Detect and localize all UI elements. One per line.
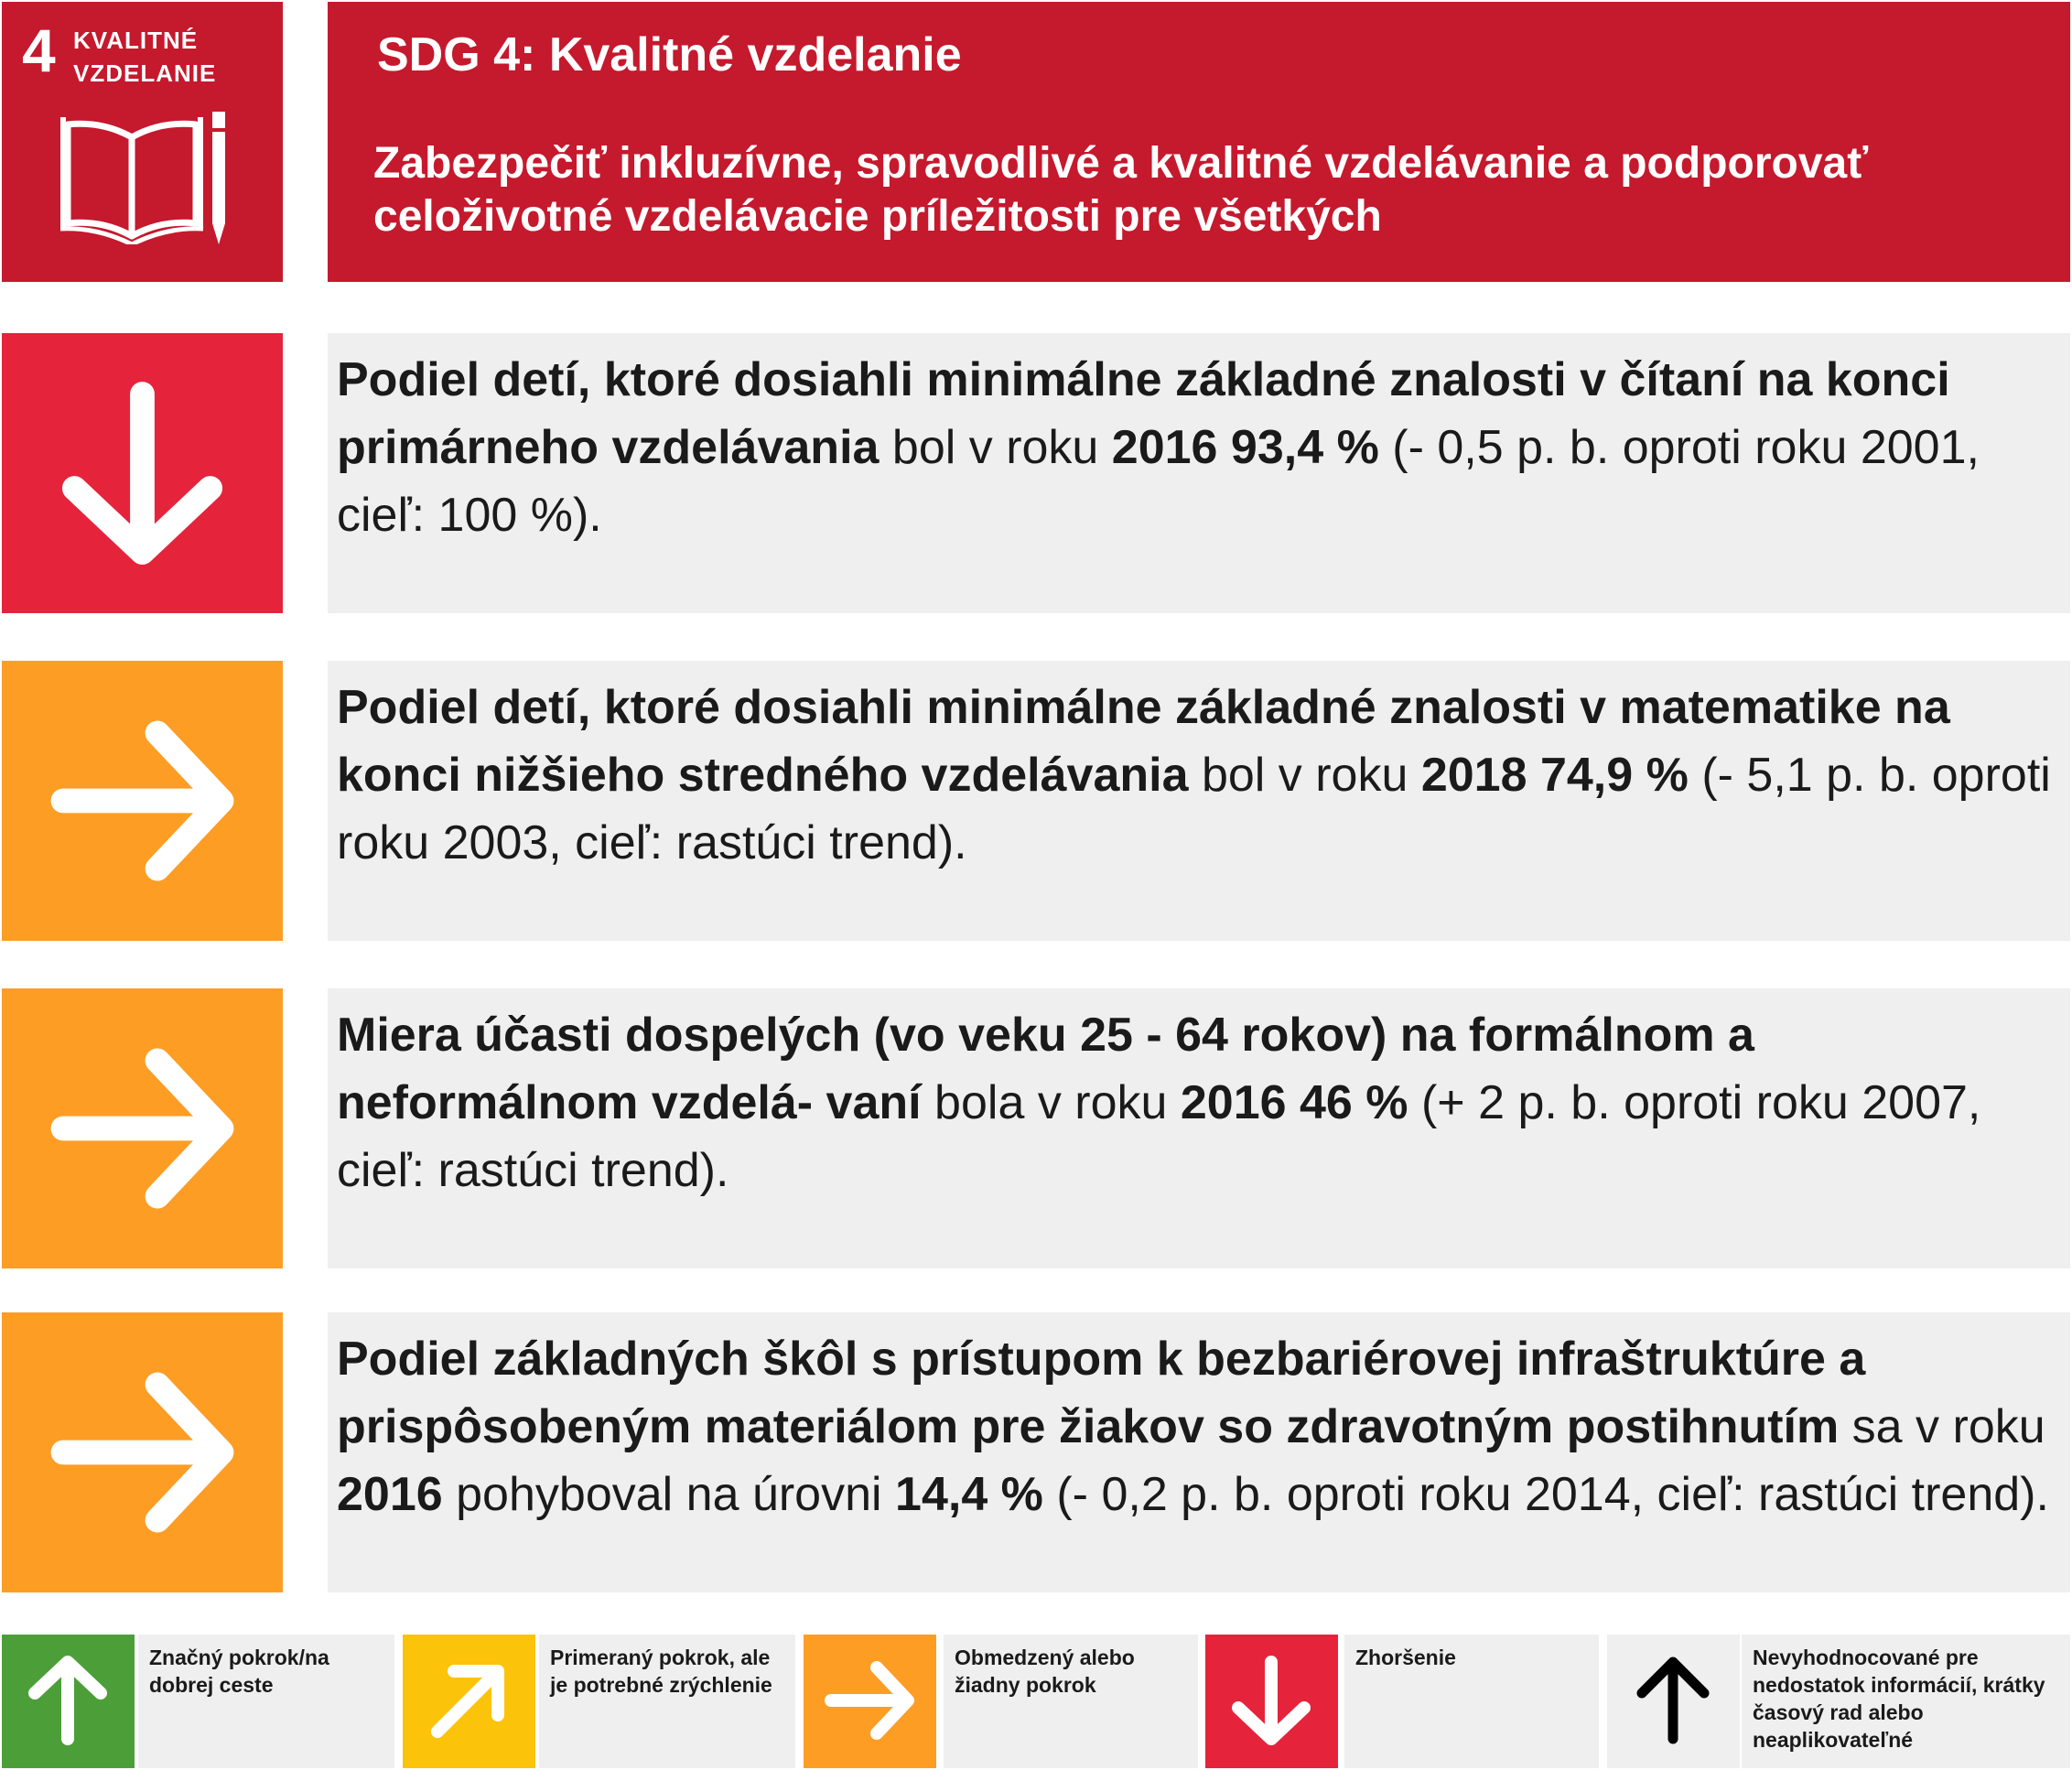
book-pencil-icon bbox=[60, 112, 230, 244]
arrow-right-icon bbox=[48, 1034, 237, 1223]
arrow-right-icon bbox=[824, 1655, 915, 1746]
legend-item bbox=[1344, 1635, 1599, 1768]
legend-tile-deterioration bbox=[1205, 1635, 1338, 1768]
indicator-card bbox=[328, 661, 2070, 941]
legend-label: Primeraný pokrok, ale je potrebné zrýchlenie bbox=[550, 1646, 772, 1697]
trend-tile-right bbox=[2, 988, 283, 1268]
trend-tile-right bbox=[2, 1312, 283, 1592]
legend-tile-significant-progress bbox=[2, 1635, 135, 1768]
indicator-card bbox=[328, 988, 2070, 1268]
indicator-text: Podiel detí, ktoré dosiahli minimálne základné znalosti v čítaní na konci primárneho vzdelávania bol v roku 2016 93,4 % (- 0,5 p. b. oproti roku 2001, cieľ: 100 %). bbox=[337, 353, 1980, 542]
legend-item bbox=[539, 1635, 795, 1768]
indicator-card bbox=[328, 333, 2070, 613]
goal-number: 4 bbox=[22, 16, 56, 84]
arrow-right-icon bbox=[48, 1358, 237, 1547]
legend-label: Zhoršenie bbox=[1355, 1646, 1456, 1669]
page-title: SDG 4: Kvalitné vzdelanie bbox=[377, 28, 962, 81]
indicator-text: Miera účasti dospelých (vo veku 25 - 64 rokov) na formálnom a neformálnom vzdelá- vaní bola v roku 2016 46 % (+ 2 p. b. oproti roku 2007, cieľ: rastúci trend). bbox=[337, 1009, 1981, 1197]
indicator-card bbox=[328, 1312, 2070, 1592]
trend-tile-down bbox=[2, 333, 283, 613]
arrow-right-icon bbox=[48, 707, 237, 895]
goal-name bbox=[73, 24, 216, 90]
indicator-text: Podiel detí, ktoré dosiahli minimálne základné znalosti v matematike na konci nižšieho stredného vzdelávania bol v roku 2018 74,9 % (- 5,1 p. b. oproti roku 2003, cieľ: rastúci trend). bbox=[337, 681, 2051, 869]
arrow-up-right-icon bbox=[423, 1655, 514, 1746]
arrow-up-icon bbox=[1627, 1655, 1719, 1746]
legend-label: Nevyhodnocované pre nedostatok informácií, krátky časový rad alebo neaplikovateľné bbox=[1753, 1646, 2045, 1752]
trend-tile-right bbox=[2, 661, 283, 941]
legend-label: Obmedzený alebo žiadny pokrok bbox=[955, 1646, 1135, 1697]
arrow-up-icon bbox=[22, 1655, 113, 1746]
legend-tile-not-evaluated bbox=[1607, 1635, 1740, 1768]
arrow-down-icon bbox=[1225, 1655, 1317, 1746]
legend-item bbox=[1742, 1635, 2070, 1768]
goal-name-line2: VZDELANIE bbox=[73, 59, 217, 87]
arrow-down-icon bbox=[48, 379, 237, 567]
page-subtitle: Zabezpečiť inkluzívne, spravodlivé a kvalitné vzdelávanie a podporovať celoživotné vzdelávacie príležitosti pre všetkých bbox=[373, 139, 1869, 241]
indicator-text: Podiel základných škôl s prístupom k bezbariérovej infraštruktúre a prispôsobeným materiálom pre žiakov so zdravotným postihnutím sa v roku 2016 pohyboval na úrovni 14,4 % (- 0,2 p. b. oproti roku 2014, cieľ: rastúci trend). bbox=[337, 1333, 2049, 1521]
legend-item bbox=[944, 1635, 1198, 1768]
goal-name-line1: KVALITNÉ bbox=[73, 27, 199, 54]
legend-item bbox=[138, 1635, 394, 1768]
legend-tile-moderate-progress bbox=[403, 1635, 535, 1768]
legend-label: Značný pokrok/na dobrej ceste bbox=[149, 1646, 329, 1697]
legend-tile-limited-progress bbox=[804, 1635, 936, 1768]
